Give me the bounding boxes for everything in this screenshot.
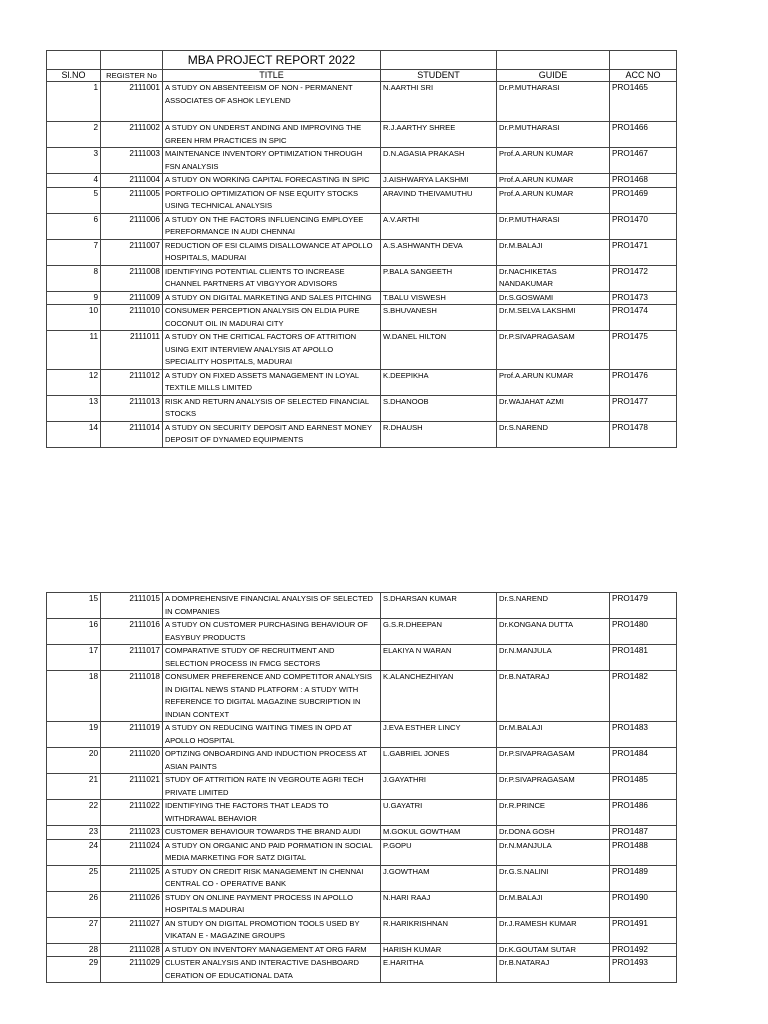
row-register-no: 2111012 xyxy=(101,369,163,395)
row-register-no: 2111026 xyxy=(101,891,163,917)
row-acc-no: PRO1470 xyxy=(610,213,677,239)
row-register-no: 2111006 xyxy=(101,213,163,239)
row-sl-no: 6 xyxy=(47,213,101,239)
row-title: REDUCTION OF ESI CLAIMS DISALLOWANCE AT APOLLO HOSPITALS, MADURAI xyxy=(163,239,381,265)
row-guide: Dr.K.GOUTAM SUTAR xyxy=(497,943,610,957)
row-sl-no: 20 xyxy=(47,748,101,774)
table-row xyxy=(47,82,677,122)
row-student: E.HARITHA xyxy=(381,957,497,983)
row-title: A STUDY ON ABSENTEEISM OF NON - PERMANENT ASSOCIATES OF ASHOK LEYLEND xyxy=(163,82,381,122)
row-sl-no: 19 xyxy=(47,722,101,748)
row-guide: Dr.N.MANJULA xyxy=(497,839,610,865)
row-sl-no: 16 xyxy=(47,619,101,645)
table-row xyxy=(47,305,677,331)
row-student: A.S.ASHWANTH DEVA xyxy=(381,239,497,265)
table-row xyxy=(47,187,677,213)
row-title: CONSUMER PREFERENCE AND COMPETITOR ANALYSIS IN DIGITAL NEWS STAND PLATFORM : A STUDY WITH REFERENCE TO DIGITAL MAGAZINE SUBCRIPTION IN INDIAN CONTEXT xyxy=(163,671,381,722)
row-student: P.GOPU xyxy=(381,839,497,865)
row-register-no: 2111009 xyxy=(101,291,163,305)
table-row xyxy=(47,943,677,957)
row-register-no: 2111017 xyxy=(101,645,163,671)
row-sl-no: 28 xyxy=(47,943,101,957)
row-title: MAINTENANCE INVENTORY OPTIMIZATION THROUGH FSN ANALYSIS xyxy=(163,148,381,174)
row-student: R.HARIKRISHNAN xyxy=(381,917,497,943)
row-register-no: 2111008 xyxy=(101,265,163,291)
row-title: A STUDY ON UNDERST ANDING AND IMPROVING THE GREEN HRM PRACTICES IN SPIC xyxy=(163,122,381,148)
table-row xyxy=(47,122,677,148)
row-sl-no: 4 xyxy=(47,174,101,188)
row-sl-no: 13 xyxy=(47,395,101,421)
row-student: D.N.AGASIA PRAKASH xyxy=(381,148,497,174)
row-guide: Dr.M.BALAJI xyxy=(497,239,610,265)
table-row xyxy=(47,369,677,395)
row-title: CONSUMER PERCEPTION ANALYSIS ON ELDIA PURE COCONUT OIL IN MADURAI CITY xyxy=(163,305,381,331)
row-guide: Dr.N.MANJULA xyxy=(497,645,610,671)
table-row xyxy=(47,213,677,239)
row-student: K.DEEPIKHA xyxy=(381,369,497,395)
row-register-no: 2111021 xyxy=(101,774,163,800)
row-register-no: 2111001 xyxy=(101,82,163,122)
row-title: A STUDY ON THE CRITICAL FACTORS OF ATTRITION USING EXIT INTERVIEW ANALYSIS AT APOLLO SPECIALITY HOSPITALS, MADURAI xyxy=(163,331,381,370)
row-title: STUDY OF ATTRITION RATE IN VEGROUTE AGRI TECH PRIVATE LIMITED xyxy=(163,774,381,800)
row-guide: Dr.DONA GOSH xyxy=(497,826,610,840)
row-register-no: 2111003 xyxy=(101,148,163,174)
row-acc-no: PRO1489 xyxy=(610,865,677,891)
row-guide: Dr.P.MUTHARASI xyxy=(497,213,610,239)
header-sl: Sl.NO xyxy=(47,70,101,82)
row-sl-no: 3 xyxy=(47,148,101,174)
row-title: OPTIZING ONBOARDING AND INDUCTION PROCESS AT ASIAN PAINTS xyxy=(163,748,381,774)
row-guide: Dr.S.NAREND xyxy=(497,593,610,619)
row-student: S.BHUVANESH xyxy=(381,305,497,331)
row-register-no: 2111016 xyxy=(101,619,163,645)
row-student: J.EVA ESTHER LINCY xyxy=(381,722,497,748)
row-sl-no: 17 xyxy=(47,645,101,671)
row-acc-no: PRO1486 xyxy=(610,800,677,826)
table-row xyxy=(47,774,677,800)
row-student: J.GOWTHAM xyxy=(381,865,497,891)
row-sl-no: 14 xyxy=(47,421,101,447)
row-register-no: 2111027 xyxy=(101,917,163,943)
row-student: HARISH KUMAR xyxy=(381,943,497,957)
table-row xyxy=(47,839,677,865)
row-student: J.AISHWARYA LAKSHMI xyxy=(381,174,497,188)
project-report-table-2 xyxy=(46,592,677,983)
row-student: M.GOKUL GOWTHAM xyxy=(381,826,497,840)
row-sl-no: 25 xyxy=(47,865,101,891)
row-guide: Dr.P.SIVAPRAGASAM xyxy=(497,774,610,800)
project-report-table-1 xyxy=(46,50,677,448)
row-student: L.GABRIEL JONES xyxy=(381,748,497,774)
row-acc-no: PRO1488 xyxy=(610,839,677,865)
row-acc-no: PRO1465 xyxy=(610,82,677,122)
row-guide: Dr.M.BALAJI xyxy=(497,891,610,917)
row-sl-no: 2 xyxy=(47,122,101,148)
table-row xyxy=(47,957,677,983)
row-register-no: 2111019 xyxy=(101,722,163,748)
row-acc-no: PRO1480 xyxy=(610,619,677,645)
row-title: A STUDY ON DIGITAL MARKETING AND SALES PITCHING xyxy=(163,291,381,305)
table-row xyxy=(47,239,677,265)
row-sl-no: 10 xyxy=(47,305,101,331)
table-row xyxy=(47,865,677,891)
row-student: ELAKIYA N WARAN xyxy=(381,645,497,671)
row-acc-no: PRO1491 xyxy=(610,917,677,943)
row-sl-no: 5 xyxy=(47,187,101,213)
row-register-no: 2111002 xyxy=(101,122,163,148)
row-student: A.V.ARTHI xyxy=(381,213,497,239)
row-guide: Dr.S.NAREND xyxy=(497,421,610,447)
row-guide: Prof.A.ARUN KUMAR xyxy=(497,148,610,174)
table-row xyxy=(47,331,677,370)
table-row xyxy=(47,174,677,188)
row-acc-no: PRO1473 xyxy=(610,291,677,305)
table-row xyxy=(47,800,677,826)
row-guide: Prof.A.ARUN KUMAR xyxy=(497,174,610,188)
table-row xyxy=(47,395,677,421)
row-title: AN STUDY ON DIGITAL PROMOTION TOOLS USED BY VIKATAN E - MAGAZINE GROUPS xyxy=(163,917,381,943)
row-register-no: 2111007 xyxy=(101,239,163,265)
row-title: IDENTIFYING POTENTIAL CLIENTS TO INCREASE CHANNEL PARTNERS AT VIBGYYOR ADVISORS xyxy=(163,265,381,291)
row-guide: Dr.B.NATARAJ xyxy=(497,957,610,983)
row-register-no: 2111023 xyxy=(101,826,163,840)
row-title: IDENTIFYING THE FACTORS THAT LEADS TO WITHDRAWAL BEHAVIOR xyxy=(163,800,381,826)
row-sl-no: 22 xyxy=(47,800,101,826)
title-row xyxy=(47,51,677,70)
row-student: P.BALA SANGEETH xyxy=(381,265,497,291)
row-student: N.HARI RAAJ xyxy=(381,891,497,917)
row-title: A STUDY ON CUSTOMER PURCHASING BEHAVIOUR OF EASYBUY PRODUCTS xyxy=(163,619,381,645)
row-student: J.GAYATHRI xyxy=(381,774,497,800)
row-sl-no: 7 xyxy=(47,239,101,265)
row-register-no: 2111015 xyxy=(101,593,163,619)
row-sl-no: 8 xyxy=(47,265,101,291)
row-acc-no: PRO1479 xyxy=(610,593,677,619)
row-acc-no: PRO1490 xyxy=(610,891,677,917)
row-student: R.DHAUSH xyxy=(381,421,497,447)
row-acc-no: PRO1468 xyxy=(610,174,677,188)
row-guide: Dr.B.NATARAJ xyxy=(497,671,610,722)
row-acc-no: PRO1476 xyxy=(610,369,677,395)
row-guide: Dr.P.SIVAPRAGASAM xyxy=(497,748,610,774)
row-title: A STUDY ON CREDIT RISK MANAGEMENT IN CHENNAI CENTRAL CO - OPERATIVE BANK xyxy=(163,865,381,891)
row-acc-no: PRO1487 xyxy=(610,826,677,840)
table-row xyxy=(47,593,677,619)
row-guide: Dr.R.PRINCE xyxy=(497,800,610,826)
header-reg: REGISTER No xyxy=(101,70,163,82)
row-student: ARAVIND THEIVAMUTHU xyxy=(381,187,497,213)
table-row xyxy=(47,421,677,447)
row-register-no: 2111022 xyxy=(101,800,163,826)
row-acc-no: PRO1471 xyxy=(610,239,677,265)
header-row xyxy=(47,70,677,82)
row-register-no: 2111025 xyxy=(101,865,163,891)
row-student: U.GAYATRI xyxy=(381,800,497,826)
row-acc-no: PRO1474 xyxy=(610,305,677,331)
row-acc-no: PRO1469 xyxy=(610,187,677,213)
row-title: A STUDY ON INVENTORY MANAGEMENT AT ORG FARM xyxy=(163,943,381,957)
row-acc-no: PRO1482 xyxy=(610,671,677,722)
row-guide: Dr.NACHIKETAS NANDAKUMAR xyxy=(497,265,610,291)
row-sl-no: 29 xyxy=(47,957,101,983)
row-register-no: 2111010 xyxy=(101,305,163,331)
row-guide: Prof.A.ARUN KUMAR xyxy=(497,187,610,213)
row-acc-no: PRO1477 xyxy=(610,395,677,421)
row-guide: Dr.J.RAMESH KUMAR xyxy=(497,917,610,943)
table-row xyxy=(47,291,677,305)
row-title: A STUDY ON WORKING CAPITAL FORECASTING IN SPIC xyxy=(163,174,381,188)
row-guide: Dr.P.MUTHARASI xyxy=(497,122,610,148)
row-sl-no: 18 xyxy=(47,671,101,722)
row-sl-no: 12 xyxy=(47,369,101,395)
row-student: G.S.R.DHEEPAN xyxy=(381,619,497,645)
row-sl-no: 23 xyxy=(47,826,101,840)
row-sl-no: 27 xyxy=(47,917,101,943)
row-acc-no: PRO1484 xyxy=(610,748,677,774)
row-register-no: 2111011 xyxy=(101,331,163,370)
table-row xyxy=(47,148,677,174)
row-title: STUDY ON ONLINE PAYMENT PROCESS IN APOLLO HOSPITALS MADURAI xyxy=(163,891,381,917)
row-guide: Dr.M.BALAJI xyxy=(497,722,610,748)
row-acc-no: PRO1478 xyxy=(610,421,677,447)
table-row xyxy=(47,748,677,774)
row-guide: Dr.G.S.NALINI xyxy=(497,865,610,891)
row-student: S.DHANOOB xyxy=(381,395,497,421)
row-title: RISK AND RETURN ANALYSIS OF SELECTED FINANCIAL STOCKS xyxy=(163,395,381,421)
row-student: T.BALU VISWESH xyxy=(381,291,497,305)
row-title: CUSTOMER BEHAVIOUR TOWARDS THE BRAND AUDI xyxy=(163,826,381,840)
row-title: PORTFOLIO OPTIMIZATION OF NSE EQUITY STOCKS USING TECHNICAL ANALYSIS xyxy=(163,187,381,213)
row-register-no: 2111014 xyxy=(101,421,163,447)
row-sl-no: 15 xyxy=(47,593,101,619)
row-title: A STUDY ON THE FACTORS INFLUENCING EMPLOYEE PEREFORMANCE IN AUDI CHENNAI xyxy=(163,213,381,239)
row-register-no: 2111013 xyxy=(101,395,163,421)
report-title: MBA PROJECT REPORT 2022 xyxy=(163,51,381,70)
row-register-no: 2111020 xyxy=(101,748,163,774)
row-acc-no: PRO1485 xyxy=(610,774,677,800)
row-guide: Dr.KONGANA DUTTA xyxy=(497,619,610,645)
row-acc-no: PRO1492 xyxy=(610,943,677,957)
header-title: TITLE xyxy=(163,70,381,82)
row-student: S.DHARSAN KUMAR xyxy=(381,593,497,619)
table-row xyxy=(47,826,677,840)
header-acc: ACC NO xyxy=(610,70,677,82)
table-row xyxy=(47,619,677,645)
table-row xyxy=(47,891,677,917)
row-student: R.J.AARTHY SHREE xyxy=(381,122,497,148)
row-student: N.AARTHI SRI xyxy=(381,82,497,122)
row-title: A STUDY ON SECURITY DEPOSIT AND EARNEST MONEY DEPOSIT OF DYNAMED EQUIPMENTS xyxy=(163,421,381,447)
row-guide: Dr.M.SELVA LAKSHMI xyxy=(497,305,610,331)
row-title: COMPARATIVE STUDY OF RECRUITMENT AND SELECTION PROCESS IN FMCG SECTORS xyxy=(163,645,381,671)
row-register-no: 2111005 xyxy=(101,187,163,213)
table-row xyxy=(47,917,677,943)
row-guide: Dr.P.SIVAPRAGASAM xyxy=(497,331,610,370)
table-row xyxy=(47,265,677,291)
row-title: A STUDY ON FIXED ASSETS MANAGEMENT IN LOYAL TEXTILE MILLS LIMITED xyxy=(163,369,381,395)
table-row xyxy=(47,722,677,748)
row-sl-no: 9 xyxy=(47,291,101,305)
row-title: A STUDY ON REDUCING WAITING TIMES IN OPD AT APOLLO HOSPITAL xyxy=(163,722,381,748)
table-row xyxy=(47,645,677,671)
table-row xyxy=(47,671,677,722)
row-register-no: 2111024 xyxy=(101,839,163,865)
row-sl-no: 1 xyxy=(47,82,101,122)
row-title: CLUSTER ANALYSIS AND INTERACTIVE DASHBOARD CERATION OF EDUCATIONAL DATA xyxy=(163,957,381,983)
header-guide: GUIDE xyxy=(497,70,610,82)
row-register-no: 2111004 xyxy=(101,174,163,188)
row-acc-no: PRO1493 xyxy=(610,957,677,983)
row-acc-no: PRO1481 xyxy=(610,645,677,671)
row-acc-no: PRO1472 xyxy=(610,265,677,291)
row-register-no: 2111029 xyxy=(101,957,163,983)
row-register-no: 2111018 xyxy=(101,671,163,722)
row-guide: Dr.P.MUTHARASI xyxy=(497,82,610,122)
row-guide: Dr.WAJAHAT AZMI xyxy=(497,395,610,421)
row-title: A DOMPREHENSIVE FINANCIAL ANALYSIS OF SELECTED IN COMPANIES xyxy=(163,593,381,619)
row-acc-no: PRO1475 xyxy=(610,331,677,370)
row-title: A STUDY ON ORGANIC AND PAID PORMATION IN SOCIAL MEDIA MARKETING FOR SATZ DIGITAL xyxy=(163,839,381,865)
row-sl-no: 21 xyxy=(47,774,101,800)
row-register-no: 2111028 xyxy=(101,943,163,957)
row-guide: Prof.A.ARUN KUMAR xyxy=(497,369,610,395)
row-sl-no: 26 xyxy=(47,891,101,917)
row-guide: Dr.S.GOSWAMI xyxy=(497,291,610,305)
header-student: STUDENT xyxy=(381,70,497,82)
row-acc-no: PRO1483 xyxy=(610,722,677,748)
row-student: W.DANEL HILTON xyxy=(381,331,497,370)
row-acc-no: PRO1467 xyxy=(610,148,677,174)
row-sl-no: 11 xyxy=(47,331,101,370)
row-acc-no: PRO1466 xyxy=(610,122,677,148)
row-sl-no: 24 xyxy=(47,839,101,865)
row-student: K.ALANCHEZHIYAN xyxy=(381,671,497,722)
